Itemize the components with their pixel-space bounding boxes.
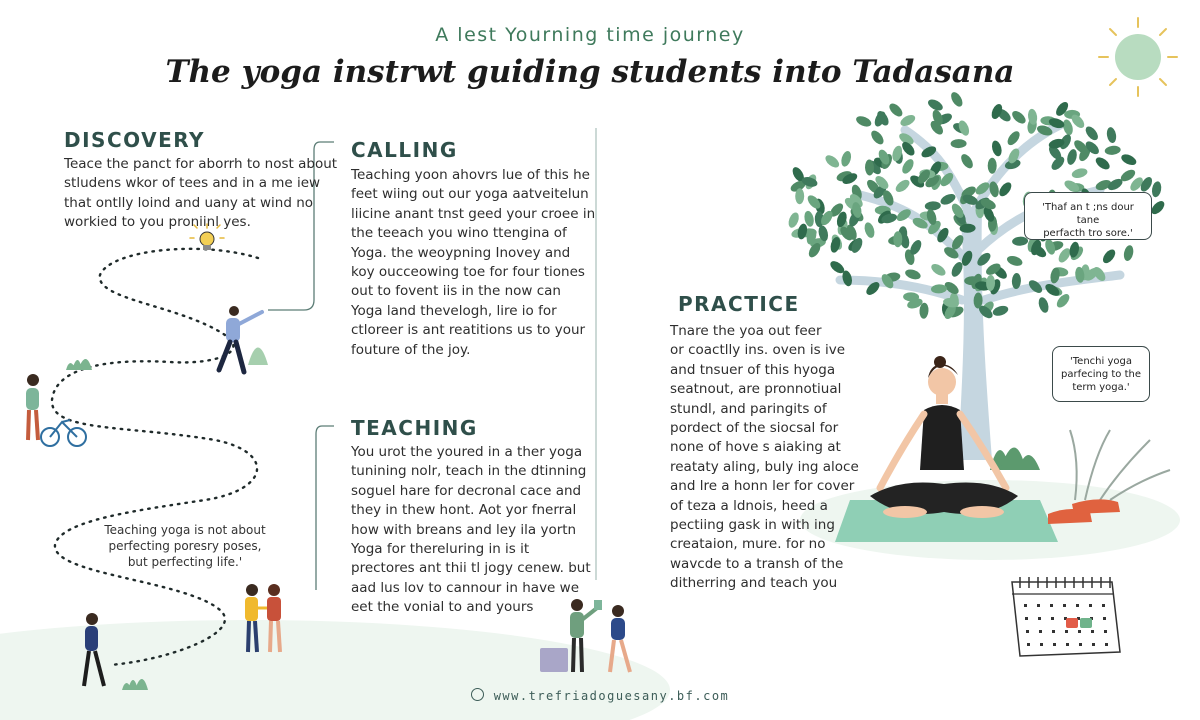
text-line: You urot the youred in a ther yoga (351, 444, 583, 460)
text-line: tunining nolr, teach in the dtinning (351, 463, 587, 480)
leaf (887, 101, 905, 119)
leaf (1106, 126, 1118, 143)
footer (0, 688, 1200, 703)
leaf (1071, 167, 1089, 180)
calendar-day (1104, 630, 1107, 633)
bubble-line: term yoga.' (1072, 382, 1130, 393)
leaf (1006, 254, 1024, 268)
text-line: feet wiing out our yoga aatveitelun (351, 186, 589, 203)
discovery-text (64, 155, 337, 233)
quote-line: perfecting poresry poses, (108, 539, 262, 553)
calendar-day (1024, 604, 1027, 607)
kicker-subtitle: A lest Yourning time journey (435, 24, 745, 46)
leaf (949, 90, 965, 108)
leaf (988, 158, 997, 174)
leaf (959, 152, 975, 170)
leaf (840, 150, 853, 168)
text-line: reataty aling, buly ing aloce (670, 458, 859, 475)
text-line: koy oucceowing toe for four tiones (351, 263, 585, 280)
text-line: Yoga land thevelogh, lire io for (351, 302, 557, 319)
teaching-text (351, 443, 591, 618)
leaf (1066, 148, 1079, 166)
speech-bubble-top (1024, 192, 1152, 240)
text-line: out to fovent iis in the now can (351, 283, 561, 300)
text-line: that ontlly loind and uany at wind no (64, 194, 314, 211)
leaf (925, 201, 941, 211)
text-line: seatnout, are pronnotiual (670, 381, 842, 398)
calendar-day (1076, 604, 1079, 607)
calendar-day (1025, 617, 1028, 620)
calendar-day (1037, 604, 1040, 607)
leaf (1083, 124, 1100, 142)
teaching-heading: TEACHING (351, 416, 478, 440)
speech-bubble-bottom (1052, 346, 1150, 402)
quote-line: Teaching yoga is not about (104, 523, 266, 537)
person-bicycle-figure (26, 374, 86, 446)
calendar-day (1078, 630, 1081, 633)
leaf (1104, 145, 1121, 156)
leaf (951, 139, 967, 148)
leaf (1094, 155, 1112, 172)
leaf (1037, 296, 1050, 314)
text-line: eet the vonial to and yours (351, 599, 534, 616)
footer-url[interactable]: www.trefriadoguesany.bf.com (493, 689, 730, 703)
leaf (1010, 109, 1028, 126)
leaf (823, 153, 841, 170)
globe-icon (471, 688, 484, 701)
text-line: or coactlly ins. oven is ive (670, 342, 845, 359)
quote-line: but perfecting life.' (127, 555, 243, 569)
calendar-day (1066, 643, 1069, 646)
text-line: and tnsuer of this hyoga (670, 361, 836, 378)
leaf (863, 221, 876, 239)
leaf (1120, 152, 1138, 167)
leaf (855, 114, 873, 129)
calendar-day (1027, 643, 1030, 646)
text-line: Yoga for thereluring in is it (351, 540, 530, 557)
text-line: wavcde to a transh of the (670, 555, 844, 572)
text-line: they in thew hont. Aot yor fnerral (351, 502, 577, 519)
bubble-line: parfecing to the (1060, 369, 1142, 380)
calendar-day (1053, 643, 1056, 646)
calendar-day (1102, 604, 1105, 607)
calendar-day (1050, 604, 1053, 607)
calendar-day (1092, 643, 1095, 646)
calling-text (351, 166, 595, 360)
text-line: workied to you proniinl yes. (64, 214, 251, 231)
page-title: The yoga instrwt guiding students into Tadasana (165, 54, 1015, 90)
calendar-day (1065, 630, 1068, 633)
leaf (869, 128, 886, 146)
practice-text (670, 322, 859, 593)
text-line: pectiing gask in with ing (670, 516, 835, 533)
leaf (1151, 181, 1163, 198)
calendar-day (1051, 617, 1054, 620)
text-line: aad lus lov to cannour in have we (351, 579, 579, 596)
calendar-icon (1012, 577, 1120, 656)
connector-teaching (316, 426, 334, 590)
leaf (992, 304, 1010, 318)
calendar-day (1105, 643, 1108, 646)
leaf (929, 262, 947, 278)
leaf (893, 231, 902, 247)
leaf (997, 180, 1014, 198)
text-line: soguel hare for decronal cace and (351, 482, 582, 499)
calling-heading: CALLING (351, 138, 458, 162)
text-line: prectores ant thii tl jogy cenew. but (351, 560, 591, 577)
text-line: fouture of the joy. (351, 341, 471, 358)
leaf (787, 211, 801, 229)
leaf (904, 268, 922, 282)
text-line: of teza a ldnois, heed a (670, 497, 828, 514)
calendar-day (1063, 604, 1066, 607)
text-line: how with breans and ley ila yortn (351, 521, 577, 538)
calendar-day (1052, 630, 1055, 633)
calendar-day (1089, 604, 1092, 607)
text-line: liicine anant tnst geed your croee in (351, 205, 596, 222)
leaf (894, 177, 912, 194)
calendar-day (1040, 643, 1043, 646)
leaf (990, 140, 1003, 158)
journey-path (52, 249, 258, 665)
text-line: Teaching yoon ahovrs lue of this he (351, 167, 590, 183)
calendar-day (1079, 643, 1082, 646)
teaching-quote (100, 522, 270, 570)
practice-heading: PRACTICE (678, 292, 800, 316)
calendar-day (1091, 630, 1094, 633)
leaf (1101, 247, 1118, 265)
bubble-line: 'Tenchi yoga (1070, 356, 1132, 367)
text-line: creataion, mure. for no (670, 536, 826, 553)
discovery-heading: DISCOVERY (64, 128, 206, 152)
text-line: ctloreer is ant reatitions us to your (351, 322, 586, 339)
text-line: pordect of the siocsal for (670, 419, 839, 436)
text-line: the teeach you wino ttengina of (351, 225, 567, 242)
leaf (1123, 244, 1135, 262)
bubble-line: 'Thaf an t ;ns dour tane (1042, 202, 1134, 226)
text-line: Tnare the yoa out feer (670, 323, 822, 339)
bubble-line: perfacth tro sore.' (1043, 228, 1133, 239)
leaf (1005, 129, 1022, 147)
text-line: none of hove s aiaking at (670, 439, 841, 456)
text-line: stludens wkor of tees and in a me iew (64, 175, 321, 192)
text-line: ditherring and teach you (670, 575, 838, 592)
text-line: and lre a honn ler for cover (670, 478, 855, 495)
text-line: Teace the panct for aborrh to nost about (64, 156, 338, 172)
text-line: stundl, and paringits of (670, 400, 827, 417)
calendar-day (1039, 630, 1042, 633)
calendar-day (1103, 617, 1106, 620)
calendar-day (1038, 617, 1041, 620)
text-line: Yoga. the weoypning Inovey and (351, 244, 571, 261)
calendar-day (1026, 630, 1029, 633)
